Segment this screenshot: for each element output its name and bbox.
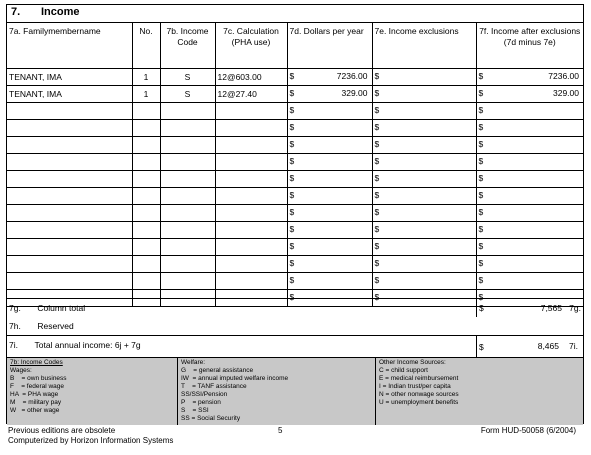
income-code-item: E = medical reimbursement bbox=[379, 375, 459, 382]
header-calculation: 7c. Calculation (PHA use) bbox=[215, 23, 287, 69]
column-total-cell[interactable]: $ 7,565 7g. bbox=[476, 299, 583, 317]
reserved-row bbox=[7, 317, 583, 335]
income-code-cell[interactable] bbox=[160, 120, 215, 137]
column-total-row bbox=[7, 298, 583, 317]
dollars-cell[interactable]: $ bbox=[287, 154, 372, 171]
member-no-cell[interactable] bbox=[132, 188, 160, 205]
section-title-bar bbox=[7, 5, 583, 23]
calculation-cell[interactable] bbox=[215, 222, 287, 239]
header-dollars: 7d. Dollars per year bbox=[287, 23, 372, 69]
exclusions-cell[interactable]: $ bbox=[372, 137, 476, 154]
exclusions-cell[interactable]: $ bbox=[372, 86, 476, 103]
income-code-item: HA = PHA wage bbox=[10, 391, 59, 398]
dollars-cell[interactable]: $ bbox=[287, 103, 372, 120]
income-code-item: SS = Social Security bbox=[181, 415, 241, 422]
income-code-item: T = TANF assistance bbox=[181, 383, 247, 390]
family-member-cell[interactable]: TENANT, IMA bbox=[7, 86, 132, 103]
income-after-cell[interactable]: $ bbox=[476, 137, 583, 154]
dollars-cell[interactable]: $ bbox=[287, 290, 372, 307]
wages-codes: 7b: Income Codes Wages: B = own business F = federal wage HA = PHA wage M = military pay W = other wage bbox=[7, 358, 177, 425]
total-income-value: 8,465 bbox=[537, 341, 559, 351]
calculation-cell[interactable] bbox=[215, 103, 287, 120]
income-after-cell[interactable]: $ bbox=[476, 256, 583, 273]
dollars-cell[interactable]: $ bbox=[287, 171, 372, 188]
obsolete-notice: Previous editions are obsolete bbox=[8, 426, 116, 435]
member-no-cell[interactable] bbox=[132, 205, 160, 222]
income-code-item: S = SSI bbox=[181, 407, 209, 414]
dollars-cell[interactable]: $ bbox=[287, 205, 372, 222]
calculation-cell[interactable] bbox=[215, 120, 287, 137]
dollars-cell[interactable]: $ 329.00 bbox=[287, 86, 372, 103]
income-code-cell[interactable] bbox=[160, 171, 215, 188]
table-row bbox=[7, 256, 583, 273]
header-family-member: 7a. Familymembername bbox=[7, 23, 132, 69]
income-code-item: U = unemployment benefits bbox=[379, 399, 459, 406]
exclusions-cell[interactable]: $ bbox=[372, 205, 476, 222]
family-member-cell[interactable] bbox=[7, 103, 132, 120]
income-after-cell[interactable]: $ bbox=[476, 120, 583, 137]
family-member-cell[interactable] bbox=[7, 120, 132, 137]
income-code-cell[interactable]: S bbox=[160, 69, 215, 86]
income-code-cell[interactable]: S bbox=[160, 86, 215, 103]
income-after-cell[interactable]: $ bbox=[476, 273, 583, 290]
family-member-cell[interactable] bbox=[7, 239, 132, 256]
other-income-codes: Other Income Sources: C = child support E = medical reimbursement I = Indian trust/per capita N = other nonwage sources U = unemployment benefits bbox=[375, 358, 583, 425]
income-code-item: W = other wage bbox=[10, 407, 60, 414]
income-code-cell[interactable] bbox=[160, 205, 215, 222]
section-number: 7. bbox=[11, 6, 21, 18]
income-code-cell[interactable] bbox=[160, 256, 215, 273]
family-member-cell[interactable] bbox=[7, 137, 132, 154]
dollars-cell[interactable]: $ bbox=[287, 273, 372, 290]
total-income-label: 7i. Total annual income: 6j + 7g bbox=[9, 340, 141, 350]
income-table bbox=[7, 23, 583, 307]
member-no-cell[interactable] bbox=[132, 137, 160, 154]
table-row bbox=[7, 154, 583, 171]
income-after-cell[interactable]: $ bbox=[476, 290, 583, 307]
calculation-cell[interactable] bbox=[215, 256, 287, 273]
calculation-cell[interactable] bbox=[215, 154, 287, 171]
section-title: Income bbox=[41, 6, 80, 18]
exclusions-cell[interactable]: $ bbox=[372, 256, 476, 273]
income-code-cell[interactable] bbox=[160, 239, 215, 256]
table-row bbox=[7, 239, 583, 256]
family-member-cell[interactable] bbox=[7, 273, 132, 290]
exclusions-cell[interactable]: $ bbox=[372, 69, 476, 86]
table-row bbox=[7, 188, 583, 205]
exclusions-cell[interactable]: $ bbox=[372, 239, 476, 256]
income-code-cell[interactable] bbox=[160, 188, 215, 205]
calculation-cell[interactable] bbox=[215, 273, 287, 290]
dollars-cell[interactable]: $ 7236.00 bbox=[287, 69, 372, 86]
income-after-cell[interactable]: $ bbox=[476, 103, 583, 120]
income-code-item: B = own business bbox=[10, 375, 67, 382]
income-after-cell[interactable]: $ bbox=[476, 205, 583, 222]
member-no-cell[interactable] bbox=[132, 273, 160, 290]
dollars-cell[interactable]: $ bbox=[287, 222, 372, 239]
welfare-codes: Welfare: G = general assistance IW = annual imputed welfare income T = TANF assistance SS/SSI/Pension P = pension S = SSI SS = Social Security bbox=[177, 358, 375, 425]
dollars-cell[interactable]: $ bbox=[287, 188, 372, 205]
income-after-cell[interactable]: $ bbox=[476, 188, 583, 205]
income-section bbox=[6, 4, 584, 424]
header-no: No. bbox=[132, 23, 160, 69]
exclusions-cell[interactable]: $ bbox=[372, 103, 476, 120]
income-after-cell[interactable]: $ bbox=[476, 239, 583, 256]
income-code-cell[interactable] bbox=[160, 137, 215, 154]
calculation-cell[interactable] bbox=[215, 171, 287, 188]
income-code-item: P = pension bbox=[181, 399, 221, 406]
table-row bbox=[7, 120, 583, 137]
table-row bbox=[7, 86, 583, 103]
column-total-label: 7g. Column total bbox=[9, 303, 86, 313]
family-member-cell[interactable] bbox=[7, 171, 132, 188]
member-no-cell[interactable] bbox=[132, 154, 160, 171]
page-number: 5 bbox=[278, 426, 283, 435]
dollars-cell[interactable]: $ bbox=[287, 120, 372, 137]
family-member-cell[interactable] bbox=[7, 205, 132, 222]
table-row bbox=[7, 171, 583, 188]
income-code-item: F = federal wage bbox=[10, 383, 65, 390]
member-no-cell[interactable] bbox=[132, 256, 160, 273]
header-exclusions: 7e. Income exclusions bbox=[372, 23, 476, 69]
income-code-cell[interactable] bbox=[160, 222, 215, 239]
income-code-cell[interactable] bbox=[160, 273, 215, 290]
member-no-cell[interactable] bbox=[132, 120, 160, 137]
income-after-cell[interactable]: $ 329.00 bbox=[476, 86, 583, 103]
exclusions-cell[interactable]: $ bbox=[372, 273, 476, 290]
income-code-cell[interactable] bbox=[160, 103, 215, 120]
family-member-cell[interactable] bbox=[7, 188, 132, 205]
exclusions-cell[interactable]: $ bbox=[372, 171, 476, 188]
member-no-cell[interactable] bbox=[132, 171, 160, 188]
member-no-cell[interactable] bbox=[132, 222, 160, 239]
exclusions-cell[interactable]: $ bbox=[372, 120, 476, 137]
header-income-code: 7b. Income Code bbox=[160, 23, 215, 69]
table-row bbox=[7, 222, 583, 239]
reserved-label: 7h. Reserved bbox=[9, 321, 74, 331]
dollars-cell[interactable]: $ bbox=[287, 137, 372, 154]
income-after-cell[interactable]: $ bbox=[476, 154, 583, 171]
exclusions-cell[interactable]: $ bbox=[372, 154, 476, 171]
table-row bbox=[7, 103, 583, 120]
member-no-cell[interactable]: 1 bbox=[132, 69, 160, 86]
member-no-cell[interactable] bbox=[132, 103, 160, 120]
income-after-cell[interactable]: $ 7236.00 bbox=[476, 69, 583, 86]
income-code-item: C = child support bbox=[379, 367, 428, 374]
income-after-cell[interactable]: $ bbox=[476, 222, 583, 239]
calculation-cell[interactable]: 12@603.00 bbox=[215, 69, 287, 86]
income-code-item: G = general assistance bbox=[181, 367, 254, 374]
exclusions-cell[interactable]: $ bbox=[372, 222, 476, 239]
income-codes-legend bbox=[7, 357, 583, 425]
income-code-item: N = other nonwage sources bbox=[379, 391, 459, 398]
member-no-cell[interactable]: 1 bbox=[132, 86, 160, 103]
total-income-cell[interactable]: $ 8,465 7i. bbox=[476, 336, 583, 357]
calculation-cell[interactable] bbox=[215, 188, 287, 205]
dollars-cell[interactable]: $ bbox=[287, 239, 372, 256]
family-member-cell[interactable] bbox=[7, 154, 132, 171]
income-code-item: I = Indian trust/per capita bbox=[379, 383, 451, 390]
table-row bbox=[7, 69, 583, 86]
column-total-value: 7,565 bbox=[540, 303, 562, 313]
total-income-row bbox=[7, 335, 583, 357]
income-after-cell[interactable]: $ bbox=[476, 171, 583, 188]
family-member-cell[interactable] bbox=[7, 222, 132, 239]
table-header-row bbox=[7, 23, 583, 69]
income-code-cell[interactable] bbox=[160, 154, 215, 171]
form-id: Form HUD-50058 (6/2004) bbox=[480, 426, 576, 435]
family-member-cell[interactable]: TENANT, IMA bbox=[7, 69, 132, 86]
calculation-cell[interactable] bbox=[215, 137, 287, 154]
exclusions-cell[interactable]: $ bbox=[372, 188, 476, 205]
dollars-cell[interactable]: $ bbox=[287, 256, 372, 273]
income-code-item: M = military pay bbox=[10, 399, 62, 406]
header-income-after: 7f. Income after exclusions (7d minus 7e) bbox=[476, 23, 583, 69]
exclusions-cell[interactable]: $ bbox=[372, 290, 476, 307]
computerized-by: Computerized by Horizon Information Systems bbox=[8, 436, 174, 445]
table-row bbox=[7, 137, 583, 154]
calculation-cell[interactable]: 12@27.40 bbox=[215, 86, 287, 103]
member-no-cell[interactable] bbox=[132, 239, 160, 256]
table-row bbox=[7, 205, 583, 222]
calculation-cell[interactable] bbox=[215, 239, 287, 256]
calculation-cell[interactable] bbox=[215, 205, 287, 222]
income-code-item: IW = annual imputed welfare income bbox=[181, 375, 289, 382]
table-row bbox=[7, 273, 583, 290]
family-member-cell[interactable] bbox=[7, 256, 132, 273]
